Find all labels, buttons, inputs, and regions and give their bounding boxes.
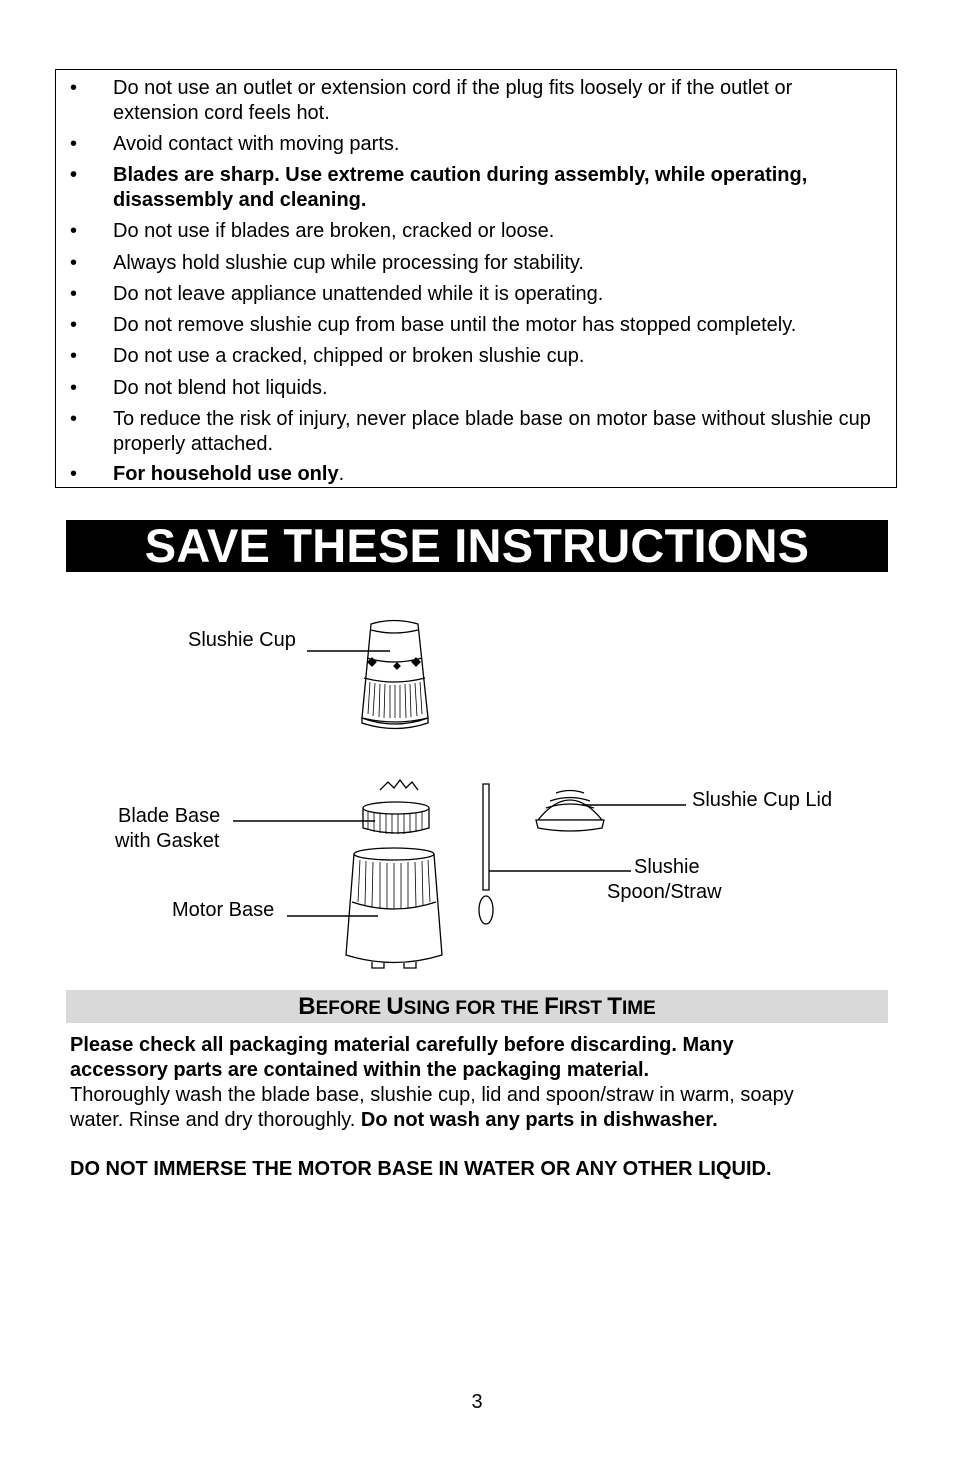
bullet: • <box>70 408 78 430</box>
warning-text: Do not use an outlet or extension cord if the plug fits loosely or if the outlet or extension cord feels hot. <box>113 77 793 124</box>
heading-smallcaps: IME <box>621 998 656 1019</box>
packaging-note-line2: accessory parts are contained within the packaging material. <box>70 1059 650 1081</box>
warning-text: Blades are sharp. Use extreme caution during assembly, while operating, disassembly and cleaning. <box>113 164 808 211</box>
bullet: • <box>70 377 78 399</box>
heading-cap: T <box>607 993 622 1020</box>
heading-smallcaps: SING FOR THE <box>403 998 545 1019</box>
wash-instructions-text: water. Rinse and dry thoroughly. <box>70 1109 361 1131</box>
blade-base-label-line2: with Gasket <box>115 830 220 852</box>
safety-warnings-box <box>55 69 897 488</box>
motor-base-drawing <box>346 848 442 968</box>
dishwasher-warning: Do not wash any parts in dishwasher. <box>360 1109 718 1131</box>
spoon-straw-drawing <box>479 784 493 924</box>
slushie-cup-label: Slushie Cup <box>188 629 296 651</box>
warning-text: Do not leave appliance unattended while it is operating. <box>113 283 604 305</box>
bullet: • <box>70 283 78 305</box>
warning-text: Avoid contact with moving parts. <box>113 133 400 155</box>
warning-text: Do not use if blades are broken, cracked or loose. <box>113 220 555 242</box>
slushie-cup-drawing <box>362 621 428 729</box>
bullet: • <box>70 463 78 485</box>
packaging-note-line1: Please check all packaging material carefully before discarding. Many <box>70 1034 734 1056</box>
parts-diagram <box>0 600 954 990</box>
bullet: • <box>70 220 78 242</box>
warning-text: Always hold slushie cup while processing for stability. <box>113 252 584 274</box>
cup-lid-drawing <box>536 791 604 832</box>
bullet: • <box>70 133 78 155</box>
bullet: • <box>70 314 78 336</box>
bullet: • <box>70 77 78 99</box>
heading-smallcaps: EFORE <box>315 998 387 1019</box>
heading-cap: B <box>298 993 316 1020</box>
wash-instructions-line2 <box>70 1108 870 1133</box>
heading-cap: U <box>386 993 404 1020</box>
warning-text <box>113 462 872 487</box>
blade-base-drawing <box>363 780 429 834</box>
warning-text: To reduce the risk of injury, never place blade base on motor base without slushie cup properly attached. <box>113 408 871 455</box>
heading-smallcaps: IRST <box>558 998 608 1019</box>
immersion-caution: DO NOT IMMERSE THE MOTOR BASE IN WATER OR ANY OTHER LIQUID. <box>70 1158 772 1180</box>
heading-cap: F <box>544 993 559 1020</box>
spoon-label-line2: Spoon/Straw <box>607 881 722 903</box>
bullet: • <box>70 164 78 186</box>
before-using-heading <box>66 990 888 1023</box>
save-instructions-banner: SAVE THESE INSTRUCTIONS <box>66 520 888 572</box>
household-use-text: For household use only <box>113 463 339 485</box>
spoon-label-line1: Slushie <box>634 856 700 878</box>
bullet: • <box>70 252 78 274</box>
bullet: • <box>70 345 78 367</box>
household-use-period: . <box>338 463 345 485</box>
motor-base-label: Motor Base <box>172 899 275 921</box>
page-number: 3 <box>471 1391 483 1413</box>
warning-text: Do not remove slushie cup from base until the motor has stopped completely. <box>113 314 797 336</box>
cup-lid-label: Slushie Cup Lid <box>692 789 833 811</box>
wash-instructions-line1: Thoroughly wash the blade base, slushie cup, lid and spoon/straw in warm, soapy <box>70 1084 794 1106</box>
warning-text: Do not use a cracked, chipped or broken slushie cup. <box>113 345 585 367</box>
warning-text: Do not blend hot liquids. <box>113 377 328 399</box>
blade-base-label-line1: Blade Base <box>118 805 221 827</box>
